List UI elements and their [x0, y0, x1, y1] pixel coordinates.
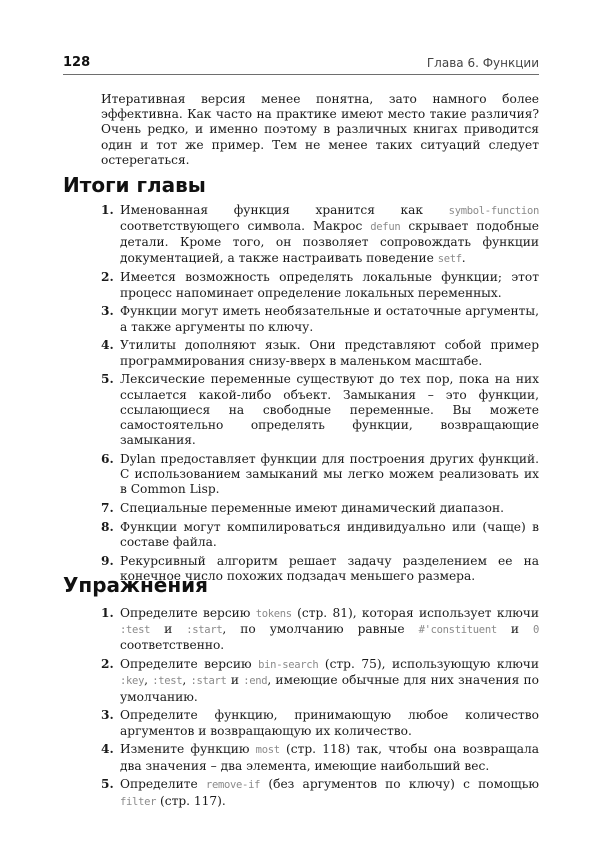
summary-item-8 [101, 520, 539, 550]
item-text: Определите remove-if (без аргументов по ключу) с помощью filter (стр. 117). [120, 777, 540, 808]
item-number: 2. [101, 270, 114, 285]
item-number: 1. [101, 606, 114, 620]
item-text: Рекурсивный алгоритм решает задачу разделением ее на конечное число похожих подзадач меньшего размера. [120, 554, 539, 584]
item-number: 3. [101, 304, 114, 319]
exercise-item-4 [101, 742, 539, 773]
summary-item-1 [101, 203, 539, 267]
code-filter: filter [120, 795, 157, 808]
summary-item-6 [101, 452, 539, 498]
code-remove-if: remove-if [205, 779, 261, 792]
item-number: 5. [101, 777, 114, 792]
item-text: Измените функцию most (стр. 118) так, чтобы она возвращала два значения – два элемента, имеющие наибольший вес. [120, 742, 539, 773]
item-number: 3. [101, 708, 114, 723]
exercise-item-3 [101, 708, 539, 738]
item-number: 8. [101, 520, 114, 535]
item-text: Функции могут иметь необязательные и остаточные аргументы, а также аргументы по ключу. [120, 304, 539, 334]
item-text: Лексические переменные существуют до тех пор, пока на них ссылается какой-либо объект. Замыкания – это функции, ссылающиеся на свободные переменные. Вы можете самостоятельно определять функции, возвращающие замыкания. [120, 372, 539, 448]
code-zero: 0 [532, 624, 540, 637]
summary-item-7 [101, 501, 539, 516]
item-number: 1. [101, 203, 114, 217]
item-number: 5. [101, 372, 114, 387]
item-text: Специальные переменные имеют динамический диапазон. [120, 501, 505, 516]
item-number: 2. [101, 657, 114, 672]
page-number: 128 [63, 55, 91, 70]
code-start-key: :start [190, 675, 227, 688]
item-text: Определите версию bin-search (стр. 75), использующую ключи :key, :test, :start и :end, имеющие обычные для них значения по умолчанию. [120, 657, 539, 704]
summary-item-5 [101, 372, 539, 448]
item-text: Dylan предоставляет функции для построения других функций. С использованием замыканий мы легко можем реализовать их в Common Lisp. [120, 452, 539, 497]
code-constituent: #'constituent [418, 624, 497, 637]
code-defun: defun [370, 221, 401, 234]
code-test-key: :test [152, 675, 183, 688]
item-text: Именованная функция хранится как symbol-function соответствующего символа. Макрос defun скрывает подобные детали. Кроме того, он позволяет сопровождать функции документацией, а также настраивать поведение setf. [120, 203, 540, 265]
item-number: 6. [101, 452, 114, 467]
item-number: 4. [101, 338, 114, 353]
summary-item-3 [101, 304, 539, 334]
code-tokens: tokens [255, 608, 292, 620]
summary-item-2 [101, 270, 539, 300]
code-key-key: :key [120, 675, 145, 688]
exercise-item-1 [101, 606, 539, 654]
summary-heading: Итоги главы [63, 173, 206, 197]
code-setf: setf [437, 252, 462, 265]
item-number: 4. [101, 742, 114, 757]
code-end-key: :end [243, 675, 268, 688]
item-text: Функции могут компилироваться индивидуально или (чаще) в составе файла. [120, 520, 539, 550]
code-start-key: :start [186, 624, 223, 637]
summary-item-4 [101, 338, 539, 368]
item-text: Утилиты дополняют язык. Они представляют собой пример программирования снизу-вверх в маленьком масштабе. [120, 338, 539, 368]
exercises-heading: Упражнения [63, 573, 209, 597]
exercise-item-5 [101, 777, 539, 809]
code-most: most [255, 744, 280, 757]
item-number: 7. [101, 501, 114, 516]
exercises-list [101, 606, 539, 813]
code-bin-search: bin-search [258, 659, 319, 672]
summary-list [101, 203, 539, 588]
item-text: Определите функцию, принимающую любое количество аргументов и возвращающую их количество. [120, 708, 539, 738]
code-symbol-function: symbol-function [448, 205, 539, 217]
running-header [63, 54, 539, 75]
code-test-key: :test [120, 624, 151, 637]
exercise-item-2 [101, 657, 539, 705]
intro-paragraph: Итеративная версия менее понятна, зато намного более эффективна. Как часто на практике имеют место такие различия? Очень редко, и именно поэтому в различных книгах приводится один и тот же пример. Тем не менее таких ситуаций следует остерегаться. [101, 92, 539, 167]
chapter-title: Глава 6. Функции [426, 56, 539, 70]
item-text: Определите версию tokens (стр. 81), которая использует ключи :test и :start, по умолчанию равные #'constituent и 0 соответственно. [120, 606, 540, 653]
item-number: 9. [101, 554, 114, 569]
item-text: Имеется возможность определять локальные функции; этот процесс напоминает определение локальных переменных. [120, 270, 539, 300]
